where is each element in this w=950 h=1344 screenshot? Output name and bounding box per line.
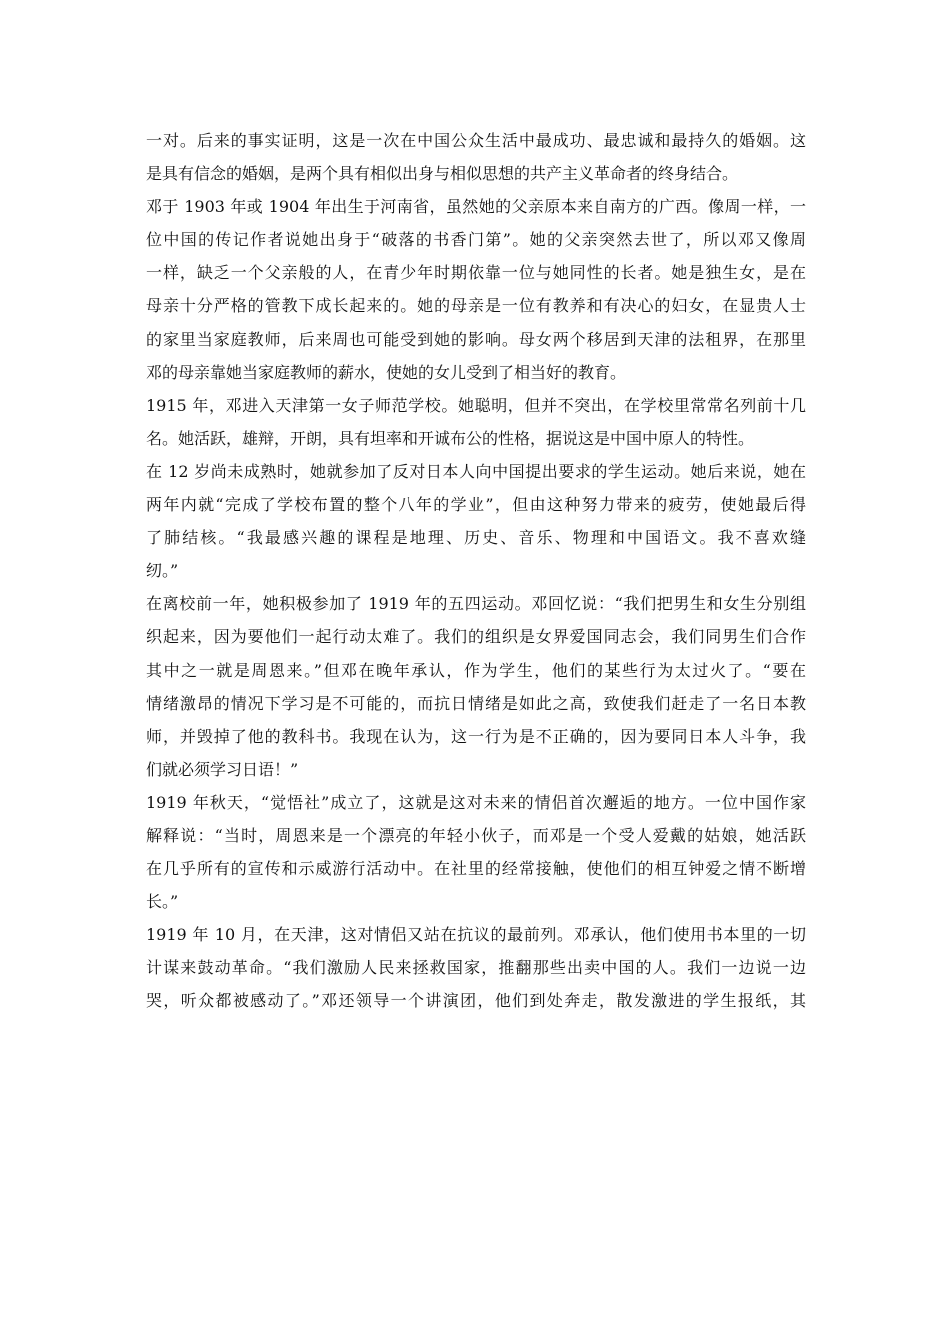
text-line: 哭，听众都被感动了。”邓还领导一个讲演团，他们到处奔走，散发激进的学生报纸，其: [146, 991, 806, 1011]
text-line: 了肺结核。“我最感兴趣的课程是地理、历史、音乐、物理和中国语文。我不喜欢缝: [146, 528, 806, 548]
text-line: 位中国的传记作者说她出身于“破落的书香门第”。她的父亲突然去世了，所以邓又像周: [146, 230, 806, 250]
paragraph-3: [146, 389, 806, 455]
paragraph-1: [146, 124, 806, 190]
text-line: 们就必须学习日语！”: [146, 759, 299, 779]
text-line: 织起来，因为要他们一起行动太难了。我们的组织是女界爱国同志会，我们同男生们合作: [146, 627, 806, 647]
text-line: 纫。”: [146, 561, 179, 581]
text-line: 的家里当家庭教师，后来周也可能受到她的影响。母女两个移居到天津的法租界，在那里: [146, 329, 806, 349]
text-line: 计谋来鼓动革命。“我们激励人民来拯救国家，推翻那些出卖中国的人。我们一边说一边: [146, 958, 806, 978]
text-line: 其中之一就是周恩来。”但邓在晚年承认，作为学生，他们的某些行为太过火了。“要在: [146, 660, 806, 680]
text-line: 是具有信念的婚姻，是两个具有相似出身与相似思想的共产主义革命者的终身结合。: [146, 164, 739, 184]
text-line: 一对。后来的事实证明，这是一次在中国公众生活中最成功、最忠诚和最持久的婚姻。这: [146, 131, 806, 150]
text-line: 邓的母亲靠她当家庭教师的薪水，使她的女儿受到了相当好的教育。: [146, 362, 627, 382]
text-line: 一样，缺乏一个父亲般的人，在青少年时期依靠一位与她同性的长者。她是独生女，是在: [146, 263, 806, 283]
text-line: 两年内就“完成了学校布置的整个八年的学业”，但由这种努力带来的疲劳，使她最后得: [146, 495, 806, 515]
text-line: 邓于 1903 年或 1904 年出生于河南省，虽然她的父亲原本来自南方的广西。像周一样，一: [146, 197, 806, 217]
paragraph-6: [146, 786, 806, 918]
body-text: [146, 124, 806, 1018]
text-line: 在离校前一年，她积极参加了 1919 年的五四运动。邓回忆说：“我们把男生和女生分别组: [146, 594, 806, 614]
text-line: 1919 年 10 月，在天津，这对情侣又站在抗议的最前列。邓承认，他们使用书本里的一切: [146, 925, 806, 945]
text-line: 名。她活跃，雄辩，开朗，具有坦率和开诚布公的性格，据说这是中国中原人的特性。: [146, 428, 755, 448]
paragraph-7: [146, 918, 806, 1017]
text-line: 1919 年秋天，“觉悟社”成立了，这就是这对未来的情侣首次邂逅的地方。一位中国作家: [146, 792, 806, 812]
text-line: 在 12 岁尚未成熟时，她就参加了反对日本人向中国提出要求的学生运动。她后来说，她在: [146, 461, 806, 481]
text-line: 师，并毁掉了他的教科书。我现在认为，这一行为是不正确的，因为要同日本人斗争，我: [146, 726, 806, 746]
paragraph-5: [146, 587, 806, 786]
text-line: 在几乎所有的宣传和示威游行活动中。在社里的经常接触，使他们的相互钟爱之情不断增: [146, 859, 806, 879]
text-line: 长。”: [146, 892, 179, 912]
text-line: 母亲十分严格的管教下成长起来的。她的母亲是一位有教养和有决心的妇女，在显贵人士: [146, 296, 806, 316]
text-line: 解释说：“当时，周恩来是一个漂亮的年轻小伙子，而邓是一个受人爱戴的姑娘，她活跃: [146, 825, 806, 845]
paragraph-2: [146, 190, 806, 389]
text-line: 1915 年，邓进入天津第一女子师范学校。她聪明，但并不突出，在学校里常常名列前十几: [146, 395, 806, 415]
text-line: 情绪激昂的情况下学习是不可能的，而抗日情绪是如此之高，致使我们赶走了一名日本教: [146, 693, 806, 713]
paragraph-4: [146, 455, 806, 587]
